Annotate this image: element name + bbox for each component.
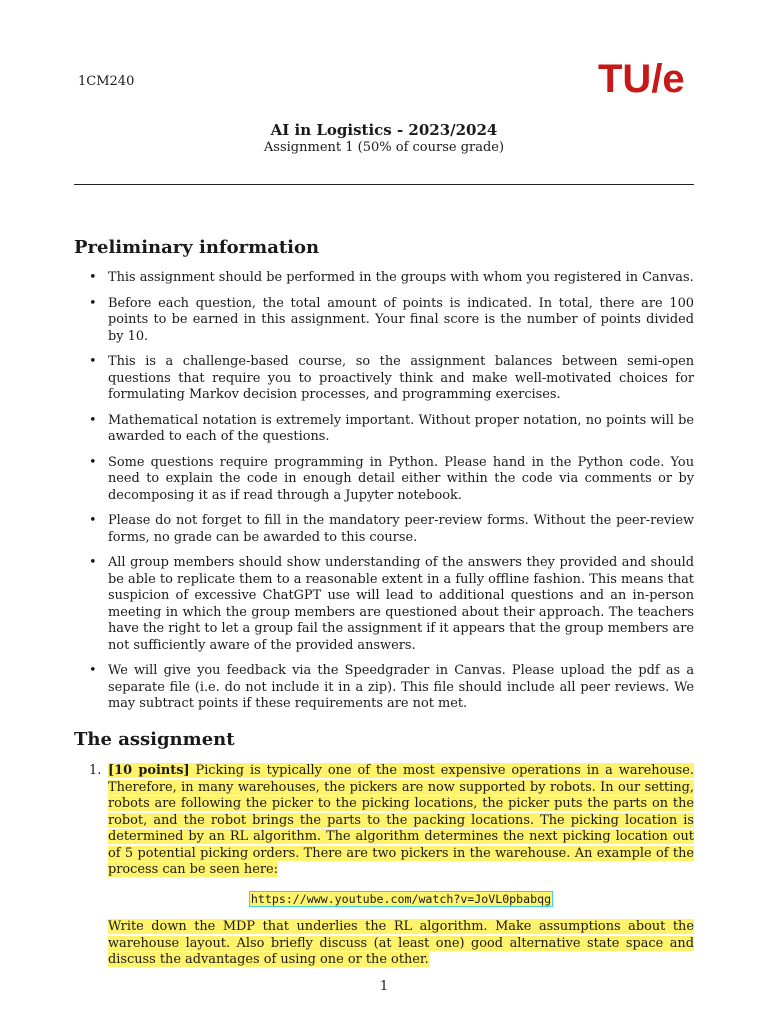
preliminary-list bbox=[74, 270, 694, 722]
document-subtitle: Assignment 1 (50% of course grade) bbox=[263, 140, 505, 155]
question-body: Picking is typically one of the most expensive operations in a warehouse. Therefore, in many warehouses, the pickers are now supported by robots. In our setting, robots are following the picker to the picking locations, the picker puts the parts on the robot, and the robot brings the parts to the packing locations. The picking location is determined by an RL algorithm. The algorithm determines the next picking location out of 5 potential picking orders. There are two pickers in the warehouse. An example of the process can be seen here: bbox=[108, 763, 694, 877]
question-text bbox=[108, 763, 694, 879]
section-heading-assignment: The assignment bbox=[74, 729, 235, 750]
title-divider bbox=[74, 184, 694, 185]
list-item: • Before each question, the total amount of points is indicated. In total, there are 100 points to be earned in this assignment. Your final score is the number of points divided by 10. bbox=[74, 296, 694, 346]
list-item: • Some questions require programming in Python. Please hand in the Python code. You need to explain the code in enough detail either within the code via comments or by decomposing it as if read through a Jupyter notebook. bbox=[74, 455, 694, 505]
list-item: • This assignment should be performed in the groups with whom you registered in Canvas. bbox=[74, 270, 694, 287]
page-number: 1 bbox=[379, 979, 389, 994]
title-block bbox=[0, 121, 768, 155]
question-task-text: Write down the MDP that underlies the RL algorithm. Make assumptions about the warehouse layout. Also briefly discuss (at least one) good alternative state space and discuss the advantages of using one or the other. bbox=[108, 919, 694, 967]
course-code: 1CM240 bbox=[78, 74, 135, 89]
list-item: • Mathematical notation is extremely important. Without proper notation, no points will be awarded to each of the questions. bbox=[74, 413, 694, 446]
youtube-link[interactable]: https://www.youtube.com/watch?v=JoVL0pbabqg bbox=[250, 891, 552, 906]
document-title: AI in Logistics - 2023/2024 bbox=[270, 121, 498, 139]
question-number: 1. bbox=[89, 763, 102, 778]
svg-text:TU/e: TU/e bbox=[598, 57, 685, 101]
url-line bbox=[108, 891, 694, 909]
list-item: • This is a challenge-based course, so the assignment balances between semi-open questions that require you to proactively think and make well-motivated choices for formulating Markov decision processes, and programming exercises. bbox=[74, 354, 694, 404]
list-item: • Please do not forget to fill in the mandatory peer-review forms. Without the peer-review forms, no grade can be awarded to this course. bbox=[74, 513, 694, 546]
section-heading-preliminary: Preliminary information bbox=[74, 237, 320, 258]
question-task bbox=[108, 919, 694, 969]
list-item: • All group members should show understanding of the answers they provided and should be able to replicate them to a reasonable extent in a fully offline fashion. This means that suspicion of excessive ChatGPT use will lead to additional questions and an in-person meeting in which the group members are questioned about their approach. The teachers have the right to let a group fail the assignment if it appears that the group members are not sufficiently aware of the provided answers. bbox=[74, 555, 694, 654]
tue-logo bbox=[598, 56, 694, 102]
list-item: • We will give you feedback via the Speedgrader in Canvas. Please upload the pdf as a separate file (i.e. do not include it in a zip). This file should include all peer reviews. We may subtract points if these requirements are not met. bbox=[74, 663, 694, 713]
question-points: [10 points] bbox=[108, 763, 190, 778]
question-list bbox=[74, 763, 694, 969]
question-1 bbox=[74, 763, 694, 969]
